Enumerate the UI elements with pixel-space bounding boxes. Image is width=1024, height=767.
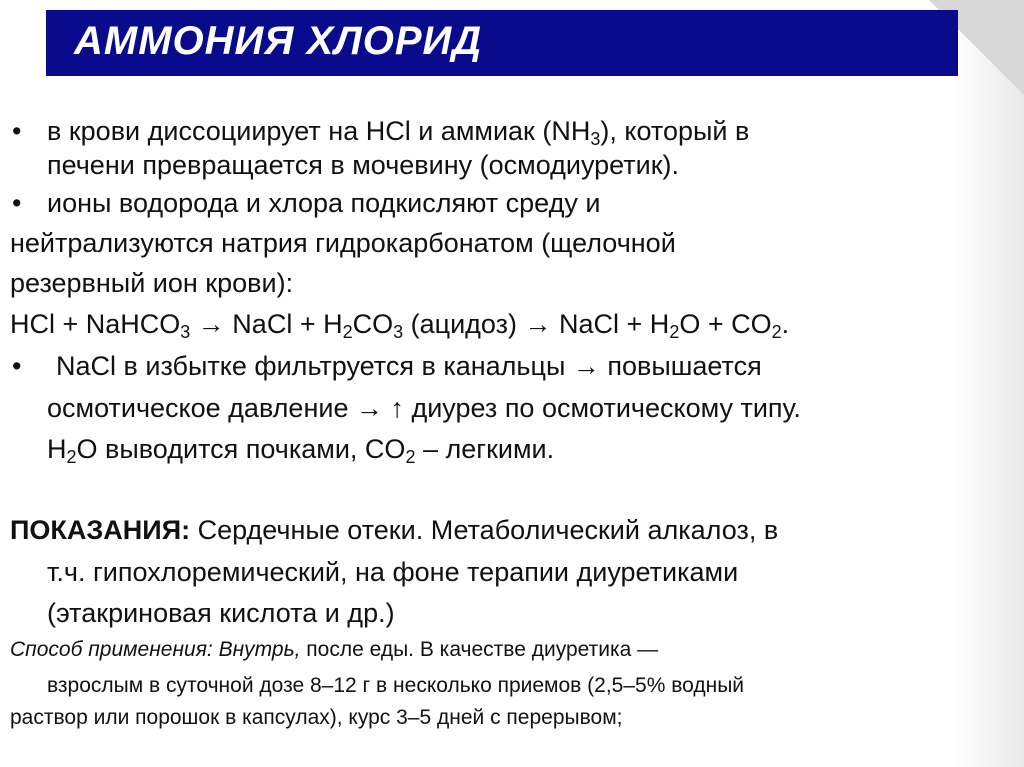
usage-line-2: взрослым в суточной дозе 8–12 г в несколько приемов (2,5–5% водный (47, 674, 745, 697)
indications-line-3: (этакриновая кислота и др.) (47, 598, 395, 628)
usage-line-3: раствор или порошок в капсулах), курс 3–5 дней с перерывом; (10, 706, 623, 729)
indications-line-2: т.ч. гипохлоремический, на фоне терапии диуретиками (47, 557, 739, 587)
bullet-3-line-2: осмотическое давление → ↑ диурез по осмотическому типу. (47, 393, 801, 423)
usage-line-1: Способ применения: Внутрь, после еды. В качестве диуретика — (10, 638, 659, 661)
bullet-3-line-3: $H_2O$ выводится почками, $CO_2$ – легкими. (47, 434, 555, 467)
page-title: АММОНИЯ ХЛОРИД (74, 19, 483, 63)
bullet-1-marker: • (12, 116, 22, 146)
usage-label: Способ применения: Внутрь, (10, 638, 301, 661)
indications-label: ПОКАЗАНИЯ: (10, 515, 191, 545)
bullet-3-line-1: NaCl в избытке фильтруется в канальцы → повышается (56, 351, 762, 381)
reaction-equation: HCl + NaHCO$_3$ → NaCl + $H_2CO_3$ (ацидоз) → NaCl + $H_2O + CO_2$. (10, 309, 790, 342)
bullet-2-line-1: ионы водорода и хлора подкисляют среду и (47, 188, 601, 218)
bullet-1-line-2: печени превращается в мочевину (осмодиуретик). (47, 150, 680, 180)
bullet-1-line-1: в крови диссоциирует на HCl и аммиак $(NH_3)$, который в (47, 116, 750, 149)
indications-line-1: ПОКАЗАНИЯ: Сердечные отеки. Метаболический алкалоз, в (10, 515, 779, 545)
title-bar (46, 10, 958, 76)
page-corner-shade (954, 0, 1024, 767)
bullet-2-line-2: нейтрализуются натрия гидрокарбонатом (щелочной (10, 228, 676, 258)
bullet-2-marker: • (12, 188, 22, 218)
bullet-3-marker: • (12, 351, 22, 381)
bullet-2-line-3: резервный ион крови): (10, 268, 294, 298)
